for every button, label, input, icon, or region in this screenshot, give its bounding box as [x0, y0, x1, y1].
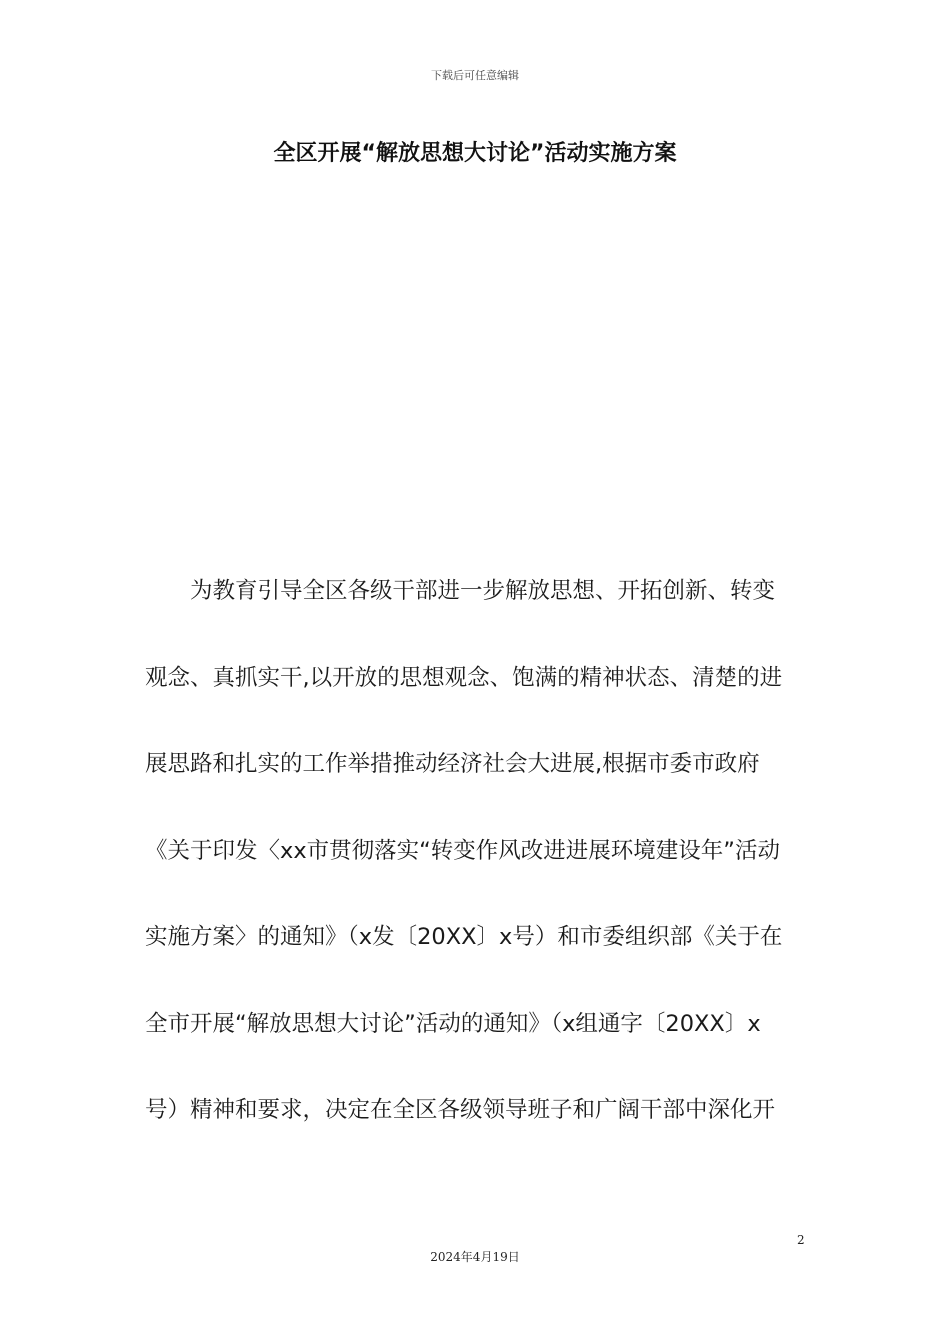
body-paragraph-line: 号）精神和要求，决定在全区各级领导班子和广阔干部中深化开 [145, 1097, 776, 1123]
body-paragraph-line: 展思路和扎实的工作举措推动经济社会大进展,根据市委市政府 [145, 751, 760, 777]
body-paragraph-line: 观念、真抓实干,以开放的思想观念、饱满的精神状态、清楚的进 [145, 664, 783, 691]
body-paragraph-line: 为教育引导全区各级干部进一步解放思想、开拓创新、转变 [190, 578, 776, 604]
page-number: 2 [797, 1233, 805, 1247]
header-note: 下载后可任意编辑 [431, 69, 519, 82]
footer-date: 2024年4月19日 [430, 1250, 520, 1264]
body-paragraph-line: 实施方案〉的通知》（x发〔20XX〕x号）和市委组织部《关于在 [145, 924, 783, 950]
body-paragraph-line: 《关于印发〈xx市贯彻落实“转变作风改进进展环境建设年”活动 [145, 837, 780, 864]
document-title: 全区开展“解放思想大讨论”活动实施方案 [273, 141, 677, 166]
body-paragraph-line: 全市开展“解放思想大讨论”活动的通知》（x组通字〔20XX〕x [145, 1010, 761, 1037]
document-body [145, 570, 811, 1176]
